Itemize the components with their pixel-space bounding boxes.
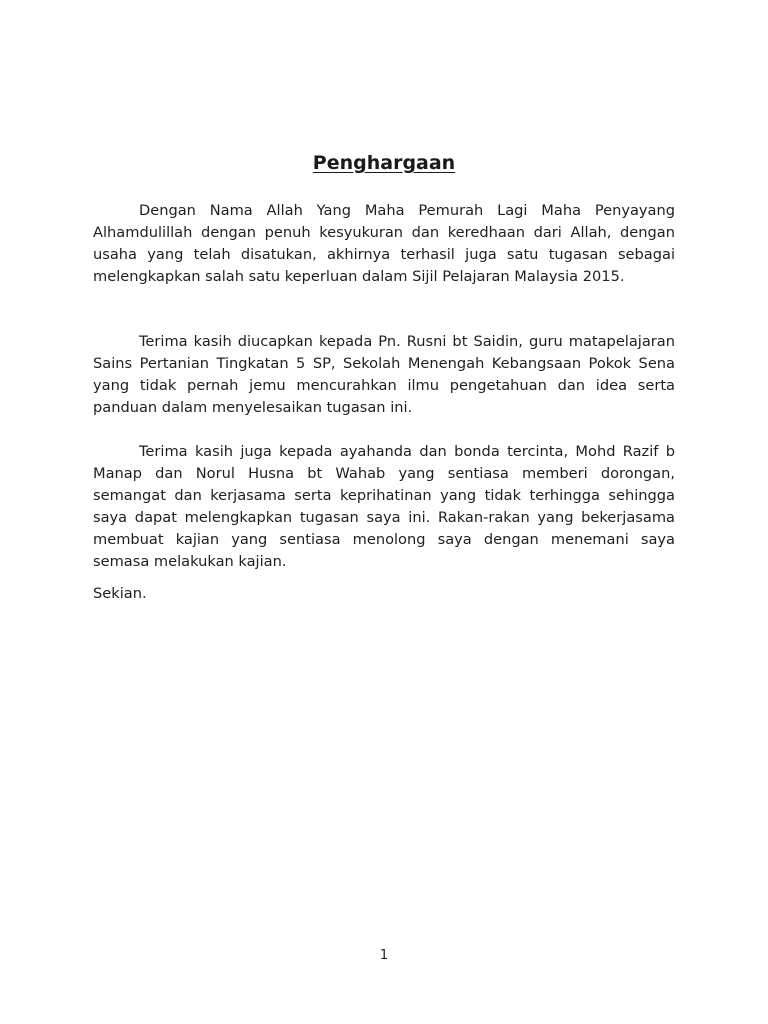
paragraph-opening: Dengan Nama Allah Yang Maha Pemurah Lagi Maha Penyayang Alhamdulillah dengan penuh kesyukuran dan keredhaan dari Allah, dengan usaha yang telah disatukan, akhirnya terhasil juga satu tugasan sebagai melengkapkan salah satu keperluan dalam Sijil Pelajaran Malaysia 2015. xyxy=(93,202,675,285)
paragraph-closing: Sekian. xyxy=(93,585,147,602)
paragraph-teacher-thanks: Terima kasih diucapkan kepada Pn. Rusni bt Saidin, guru matapelajaran Sains Pertanian Tingkatan 5 SP, Sekolah Menengah Kebangsaan Pokok Sena yang tidak pernah jemu mencurahkan ilmu pengetahuan dan idea serta panduan dalam menyelesaikan tugasan ini. xyxy=(93,333,675,416)
page-number: 1 xyxy=(379,948,389,963)
paragraph-parents-thanks: Terima kasih juga kepada ayahanda dan bonda tercinta, Mohd Razif b Manap dan Norul Husna bt Wahab yang sentiasa memberi dorongan, semangat dan kerjasama serta keprihatinan yang tidak terhingga sehingga saya dapat melengkapkan tugasan saya ini. Rakan-rakan yang bekerjasama membuat kajian yang sentiasa menolong saya dengan menemani saya semasa melakukan kajian. xyxy=(93,443,675,570)
page-title: Penghargaan xyxy=(312,152,456,174)
